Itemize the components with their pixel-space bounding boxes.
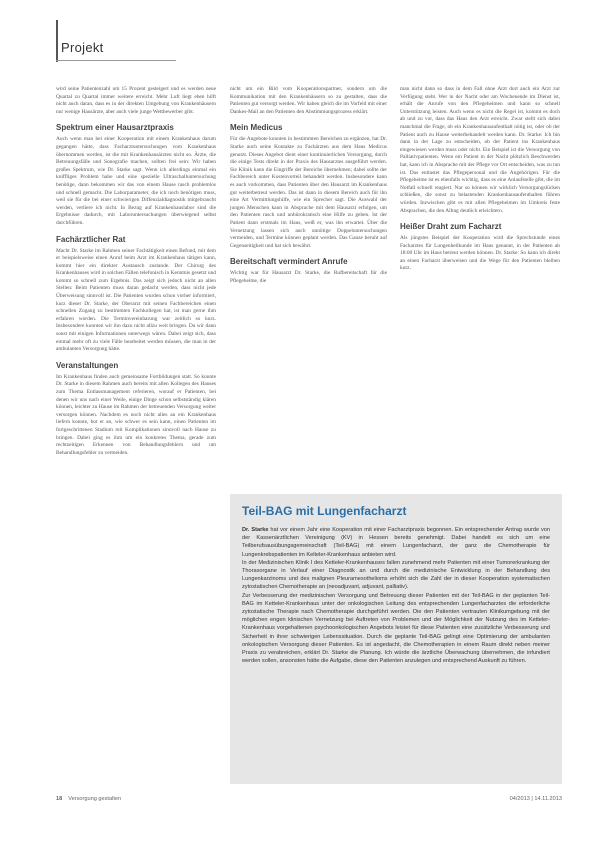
column2-heading-1: Mein Medicus bbox=[230, 123, 283, 133]
column1-paragraph-2: Macht Dr. Starke im Rahmen seiner Fachtätigkeit einen Befund, mit dem er beispielsweise einen Anruf beim Arzt im Krankenhaus tätigen kann, kommt hier ein direkter Austausch zustande. Der Chirurg des Krankenhauses wird in solchen Fällen telefonisch in Kenntnis gesetzt und kommt so schnell zum Ergebnis. Das zeigt sich jedoch nicht an allen Stellen: Beim Patienten muss daran gedacht werden, dass nicht jede Überweisung sinnvoll ist. Die Patienten wurden schon vorher informiert, kurz dieser Dr. Starke, der Oberarzt mit seinen Fachbereichen einen schnellen Zugang zu bestimmten Fachkollegen hat, ist man gerne ihm erfahren worden. Die Terminvereinbarung war zeitlich so kurz. Insbesondere konnten wir ihn dazu nicht allzu weit bringen. Da wir dann sonst mit einigen Informationen unterwegs wären. Dabei zeigt sich, dass einmal mehr oft zu viele Fälle bearbeitet werden müssen, die man in der ambulanten Versorgung hätte. bbox=[56, 247, 216, 353]
column-3 bbox=[400, 86, 560, 273]
column1-heading-2: Fachärztlicher Rat bbox=[56, 234, 126, 244]
section-label: Projekt bbox=[61, 40, 104, 55]
info-box-paragraph-1 bbox=[242, 526, 550, 559]
header-rule bbox=[56, 20, 58, 62]
column1-paragraph-1: Auch wenn man bei einer Kooperation mit einem Krankenhaus darum gegangen hätte, dass Facharztuntersuchungen vom Krankenhaus übernommen werden, ist die mit Krankenhausärzten nicht so. Ärzte, die Betreuungsfälle und Sonografie machen, sollten frei sein: Wir haben großes Spektrum, wie Dr. Starke sagt. Wenn ich allerdings einmal ein kniffliges Problem habe und eine spezielle Ultraschalluntersuchung benötige, dann bekommen wir das von einem Hause rasch problemlos und schnell gemacht. Die Laborparameter, die ich noch benötigen muss, weil sie für die bei einer schwierigen Diffenzialdiagnostik mitgebraucht werden, verliere ich nicht. In Bezug auf Krankenhauslabor sind die Ergebnisse dadurch, mit Laboruntersuchungen überwiegend selbst durchführen. bbox=[56, 136, 216, 226]
column3-heading-1: Heißer Draht zum Facharzt bbox=[400, 222, 502, 232]
column1-paragraph-3: Im Krankenhaus finden auch gemeinsame Fortbildungen statt. So konnte Dr. Starke in diesem Rahmen auch bereits mit allen Kollegen des Hauses zum Thema Entlassmanagement referieren, worauf er Patienten, bei denen wir uns nach einer Weile, einige Dinge schon selbstständig klären können, leichter zu Hause im Rahmen der betreuenden Versorgung weiter versorgen können. Nachdem es noch nicht alles an ein Krankenhaus liefern konnte, bot er an, wie schwer es sein kann, einen Patienten im fortgeschrittenen Stadium mit Komplikationen sinnvoll nach Hause zu bringen. Dabei ging es ihm um ein konkretes Thema, gerade zum rechtzeitigen Erkennen von Behandlungsfehlern und um Behandlungsfehler zu vermeiden. bbox=[56, 373, 216, 456]
column3-paragraph-1: man nicht dann so dass in dem Fall ohne Arzt dort auch ein Arzt zur Verfügung steht. Wer in der Nacht oder am Wochenende im Dienst ist, erhält die Anrufe von den Pflegeheimen und kann so schnell Unterstützung leisten. Auch wenn es nicht die Regel ist, kommt es doch ab und zu vor, dass das Haus den Arzt erreicht. Zwar stellt sich dabei manchmal die Frage, ob ein Krankenhausaufenthalt nötig ist, oder ob der Patient auch zu Hause weiterbehandelt werden kann. Dr. Starke: Ich bin dann in der Lage zu entscheiden, ob der Patient ins Krankenhaus eingewiesen werden muss oder nicht. Ein Beispiel ist die Versorgung von Palliativpatienten. Wenn ein Patient in der Nacht plötzlich Beschwerden hat, kann ich in Absprache mit der Pflege vor Ort entscheiden, was zu tun ist. Das entlastet das Pflegepersonal und die Angehörigen. Für die Pflegeheime ist es ebenfalls wichtig, dass es eine Anlaufstelle gibt, die im Notfall schnell reagiert. Nur so können wir wirklich Versorgungslücken schließen, die sonst zu belastenden Krankenhausaufenthalten führen würden. Inzwischen gibt es mit allen Pflegeheimen im Umkreis feste Absprachen, die den Alltag deutlich erleichtern. bbox=[400, 86, 560, 214]
info-box-paragraph-1-text: hat vor einem Jahr eine Kooperation mit einer Facharztpraxis begonnen. Ein entsprechender Antrag wurde von der Kassenärztlichen Vereinigung (KV) in Hessen bereits genehmigt. Dabei handelt es sich um eine Teilberufsausübungsgemeinschaft (Teil-BAG) mit einem Lungenfacharzt, der ganz die Chemotherapie für Lungenkrebspatienten im Kelteler-Krankenhaus anbieten wird. bbox=[242, 527, 550, 558]
footer-publication: Versorgung gestalten bbox=[68, 796, 122, 802]
column3-paragraph-2: Als jüngstes Beispiel der Kooperation wird die Sprechstunde eines Facharztes für Lungenheilkunde im Haus genannt, in der Patienten ab 18:00 Uhr im Haus betreut werden können. Dr. Starke: So kann ich direkt an einen Facharzt überweisen und die Wege für den Patienten bleiben kurz. bbox=[400, 235, 560, 272]
column2-paragraph-1: Für die Angebote konnten in bestimmten Bereichen zu ergänzen, hat Dr. Starke auch seine Kontakte zu Fachärzten aus dem Haus Medicus genutzt. Dieses Angebot dient einer kontinuierlichen Versorgung, durch die einige Tests direkt in der Praxis des Hausarztes ausgeführt werden. Sie Klinik kann die Eingriffe der Bereiche übernehmen; dabei sollte der Fachbereich unter Kostenvorteil behandelt werden. Insbesondere kann es auch vorkommen, dass Patienten über den Hausarzt im Krankenhaus gut weiterbetreut werden. Das ist dann in diesem Bereich auch für ihn eine Art Vermittlungshilfe, wie ein Sprecher sagt. Die Auswahl der jungen Menschen kann in Absprache mit dem Hausarzt erfolgen, um den Patienten rasch und unbürokratisch eine Hilfe zu geben. Ist der Patient dann erstmals im Haus, weiß er, was ihn erwartet. Über die Vernetzung lassen sich auch unnötige Doppeluntersuchungen vermeiden, und Termine können geplant werden. Das Ganze beruht auf Gegenseitigkeit und hat sich bewährt. bbox=[230, 136, 387, 249]
column2-intro: nicht um ein Bild vom Kooperationspartner, sondern um die Kommunikation mit den Krankenhäusern so zu gestalten, dass die Patienten gut versorgt werden. Wir haben gleich die im Vorfeld mit einer Dankes-Mail an den Patienten den Abstimmungsprozess erklärt. bbox=[230, 86, 387, 115]
footer-issue-date: 04/2013 | 14.11.2013 bbox=[509, 796, 562, 802]
info-box-title: Teil-BAG mit Lungenfacharzt bbox=[242, 504, 407, 518]
column2-paragraph-2: Wichtig war für Hausarzt Dr. Starke, die Rufbereitschaft für die Pflegeheime, die bbox=[230, 270, 387, 284]
info-box-paragraph-2: In der Medizinischen Klinik I des Ketteler-Krankenhauses fallen zunehmend mehr Patienten mit einer Tumorerkrankung der Thoraxorgane in Verlauf einer Diagnostik an und durch die medizinische Entwicklung in der Behandlung des Lungenkarzinoms und des malignen Pleuramesothelioms erhöht sich die Zahl der in dieser Kooperation systematischen zytostatischen Chemotherapie an (neoadjuvant, adjuvant, palliativ). bbox=[242, 559, 550, 591]
column1-intro: wird seine Patientenzahl um 15 Prozent gesteigert und es werden neue Quartal zu Quartal immer weitere erreicht. Mehr Luft liegt eben hilft nicht auch daran, dass es in der direkten Umgebung von Krankenhäusern nur wenige Hausärzte, aber auch viele junge Wettbewerber gibt. bbox=[56, 86, 216, 115]
column1-heading-3: Veranstaltungen bbox=[56, 360, 119, 370]
column2-heading-2: Bereitschaft vermindert Anrufe bbox=[230, 257, 348, 267]
info-box bbox=[230, 494, 562, 784]
column1-heading-1: Spektrum einer Hausarztpraxis bbox=[56, 123, 174, 133]
column-1 bbox=[56, 86, 216, 457]
footer-left bbox=[56, 796, 121, 802]
column-2 bbox=[230, 86, 387, 285]
header-underline bbox=[56, 60, 176, 61]
info-box-lead: Dr. Starke bbox=[242, 527, 269, 533]
page-number: 18 bbox=[56, 796, 63, 802]
info-box-paragraph-3: Zur Verbesserung der medizinischen Versorgung und Betreuung dieser Patienten mit der Teil-BAG in der geplanten Teil-BAG im Ketteler-Krankenhaus unter der onkologischen Leitung des entsprechenden Lungenfacharztes die erforderliche zytostatische Therapie nach Chemotherapie durchgeführt werden. Die den Patienten vertrauten Klinikumgebung mit der möglichen engen klinischen Vernetzung bei Auftreten von Problemen und der Möglichkeit der Nutzung des im Ketteler-Krankenhaus vorgehaltenen psychoonkologischen Angebots leistet für diese Patienten eine zusätzliche Verbesserung und Sicherheit in ihrer schwierigen Lebenssituation. Durch die geplante Teil-BAG gelingt eine Optimierung der ambulanten onkologischen Versorgung dieser Patienten. Es ist angedacht, die Chemotherapien in einem Raum direkt neben meiner Praxis zu verabreichen, erklärt Dr. Starke die Planung. Ich würde die ärztliche Überwachung übernehmen, die infundiert werden sollen, ansonsten hätte die Aufgabe, diese den Patienten anzulegen und entsprechend Auskunft zu führen. bbox=[242, 592, 550, 665]
